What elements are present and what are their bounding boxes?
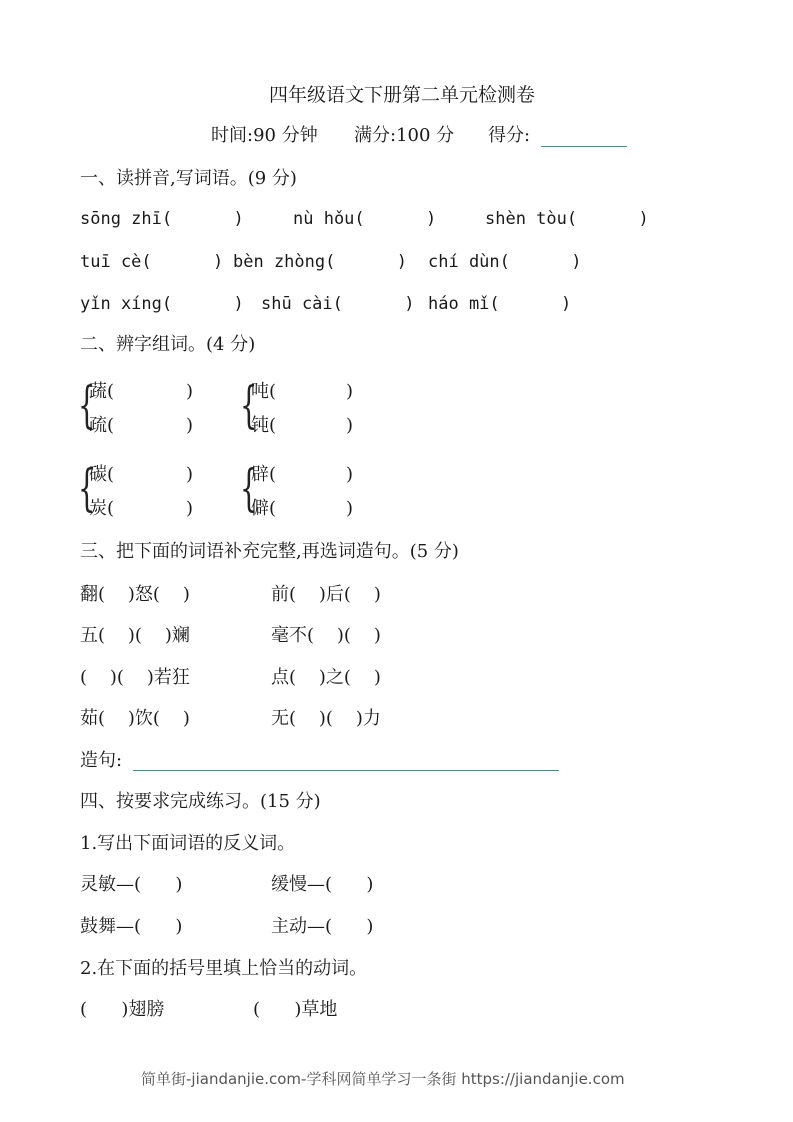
antonym-item[interactable]: 缓慢—( ) [271, 874, 374, 895]
idiom-item[interactable]: 毫不( )( ) [271, 625, 381, 646]
idiom-item[interactable]: 前( )后( ) [271, 584, 381, 605]
section3-heading: 三、把下面的词语补充完整,再选词造句。(5 分) [80, 541, 459, 562]
antonym-item[interactable]: 鼓舞—( ) [80, 916, 183, 937]
brace-icon: { [78, 376, 96, 434]
close-paren: ) [186, 498, 194, 519]
antonym-item[interactable]: 主动—( ) [271, 916, 374, 937]
brace-icon: { [240, 459, 258, 517]
page-title: 四年级语文下册第二单元检测卷 [269, 84, 536, 106]
idiom-item[interactable]: ( )( )若狂 [80, 667, 190, 688]
idiom-item[interactable]: 五( )( )斓 [80, 625, 190, 646]
q2-prompt: 2.在下面的括号里填上恰当的动词。 [80, 958, 368, 979]
score-blank[interactable] [541, 146, 627, 147]
idiom-item[interactable]: 无( )( )力 [271, 708, 381, 729]
pinyin-item[interactable]: chí dùn( ) [428, 252, 582, 272]
full-score-label: 满分:100 分 [354, 125, 455, 146]
close-paren: ) [346, 498, 354, 519]
pinyin-item[interactable]: yǐn xíng( ) [80, 294, 244, 314]
close-paren: ) [346, 464, 354, 485]
pinyin-item[interactable]: háo mǐ( ) [428, 294, 572, 314]
idiom-item[interactable]: 翻( )怒( ) [80, 584, 190, 605]
pinyin-item[interactable]: tuī cè( ) [80, 252, 224, 272]
char-option: 蔬( [89, 381, 115, 402]
char-option: 炭( [89, 498, 115, 519]
close-paren: ) [186, 464, 194, 485]
sentence-blank[interactable] [133, 770, 559, 771]
close-paren: ) [346, 415, 354, 436]
footer-watermark: 简单街-jiandanjie.com-学科网简单学习一条街 https://jiandanjie.com [141, 1070, 625, 1088]
close-paren: ) [186, 381, 194, 402]
score-label: 得分: [488, 125, 531, 146]
pinyin-item[interactable]: bèn zhòng( ) [233, 252, 407, 272]
char-option: 碳( [89, 464, 115, 485]
char-option: 疏( [89, 415, 115, 436]
char-option: 辟( [251, 464, 277, 485]
brace-icon: { [78, 459, 96, 517]
char-option: 钝( [251, 415, 277, 436]
q1-prompt: 1.写出下面词语的反义词。 [80, 833, 296, 854]
section4-heading: 四、按要求完成练习。(15 分) [80, 791, 321, 812]
sentence-label: 造句: [80, 750, 123, 771]
idiom-item[interactable]: 点( )之( ) [271, 667, 381, 688]
close-paren: ) [346, 381, 354, 402]
verb-item[interactable]: ( )草地 [253, 999, 338, 1020]
verb-item[interactable]: ( )翅膀 [80, 999, 165, 1020]
char-option: 僻( [251, 498, 277, 519]
brace-icon: { [240, 376, 258, 434]
section1-heading: 一、读拼音,写词语。(9 分) [80, 168, 297, 189]
section2-heading: 二、辨字组词。(4 分) [80, 334, 256, 355]
pinyin-item[interactable]: sōng zhī( ) [80, 209, 244, 229]
time-label: 时间:90 分钟 [211, 125, 318, 146]
close-paren: ) [186, 415, 194, 436]
idiom-item[interactable]: 茹( )饮( ) [80, 708, 190, 729]
char-option: 吨( [251, 381, 277, 402]
pinyin-item[interactable]: shū cài( ) [261, 294, 415, 314]
pinyin-item[interactable]: nù hǒu( ) [293, 209, 437, 229]
antonym-item[interactable]: 灵敏—( ) [80, 874, 183, 895]
pinyin-item[interactable]: shèn tòu( ) [485, 209, 649, 229]
